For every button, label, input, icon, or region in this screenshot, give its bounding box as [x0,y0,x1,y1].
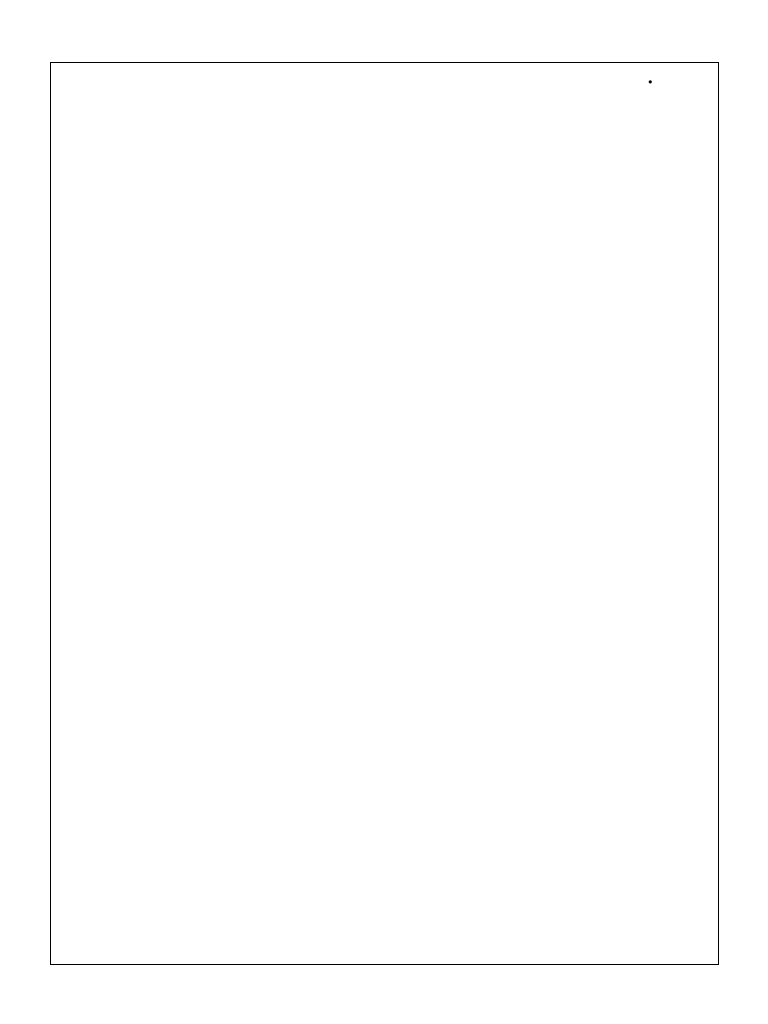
phone-icon: ● [648,77,653,86]
